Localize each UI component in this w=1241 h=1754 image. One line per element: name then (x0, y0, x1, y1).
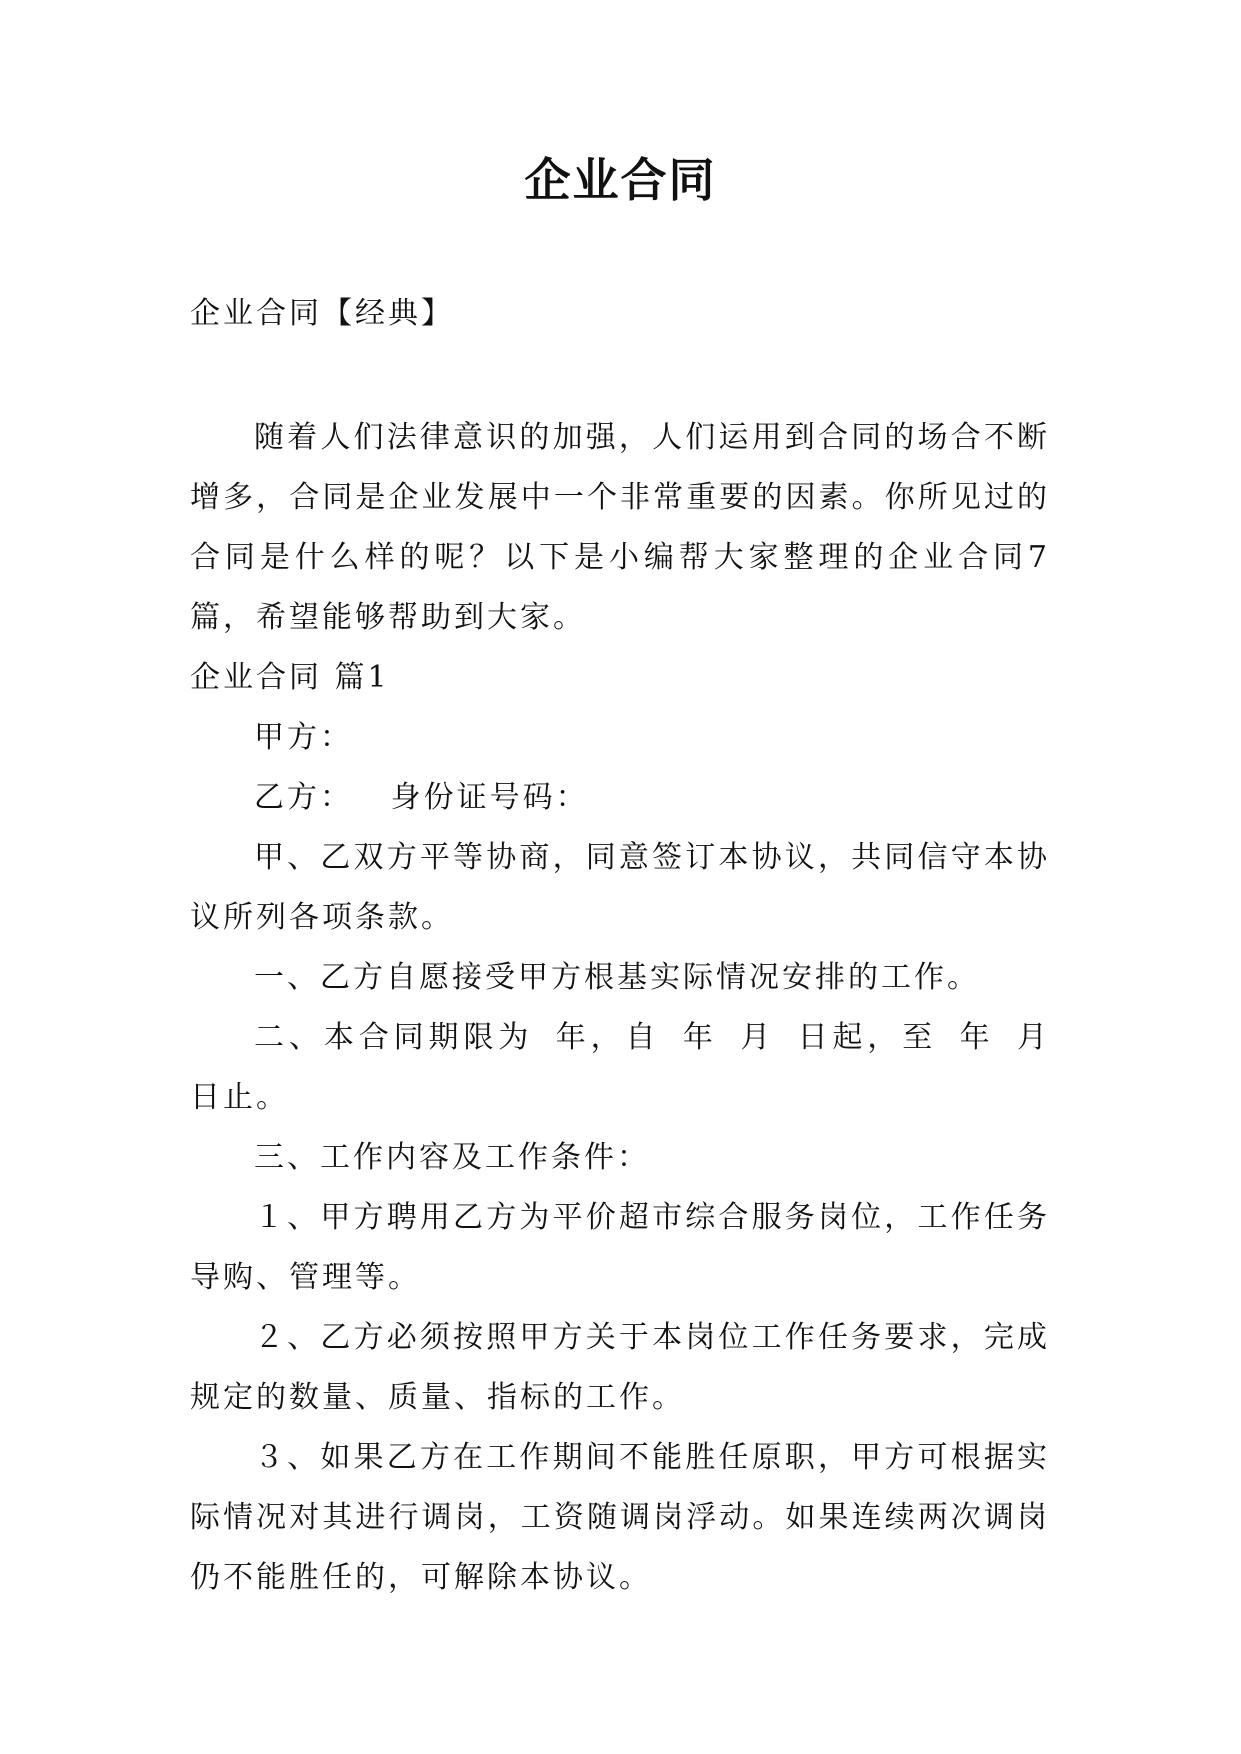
agreement-paragraph: 甲、乙双方平等协商，同意签订本协议，共同信守本协议所列各项条款。 (190, 840, 1050, 935)
clause-3-item-3: ３、如果乙方在工作期间不能胜任原职，甲方可根据实际情况对其进行调岗，工资随调岗浮动。如果连续两次调岗仍不能胜任的，可解除本协议。 (190, 1440, 1050, 1595)
clause-3: 三、工作内容及工作条件： (254, 1140, 650, 1175)
document-subtitle: 企业合同【经典】 (190, 296, 454, 331)
party-b-line: 乙方： 身份证号码： (254, 780, 589, 815)
clause-1: 一、乙方自愿接受甲方根基实际情况安排的工作。 (254, 960, 980, 995)
clause-3-item-2: ２、乙方必须按照甲方关于本岗位工作任务要求，完成规定的数量、质量、指标的工作。 (190, 1320, 1050, 1415)
clause-3-item-1: １、甲方聘用乙方为平价超市综合服务岗位，工作任务导购、管理等。 (190, 1200, 1050, 1295)
clause-2: 二、本合同期限为 年，自 年 月 日起，至 年 月 日止。 (190, 1020, 1050, 1115)
document-title: 企业合同 (524, 153, 717, 207)
intro-paragraph: 随着人们法律意识的加强，人们运用到合同的场合不断增多，合同是企业发展中一个非常重要的因素。你所见过的合同是什么样的呢？以下是小编帮大家整理的企业合同7篇，希望能够帮助到大家。 (190, 420, 1050, 635)
document-body (190, 408, 1050, 1608)
party-a-line: 甲方： (254, 720, 353, 755)
section-heading: 企业合同 篇1 (190, 660, 390, 695)
